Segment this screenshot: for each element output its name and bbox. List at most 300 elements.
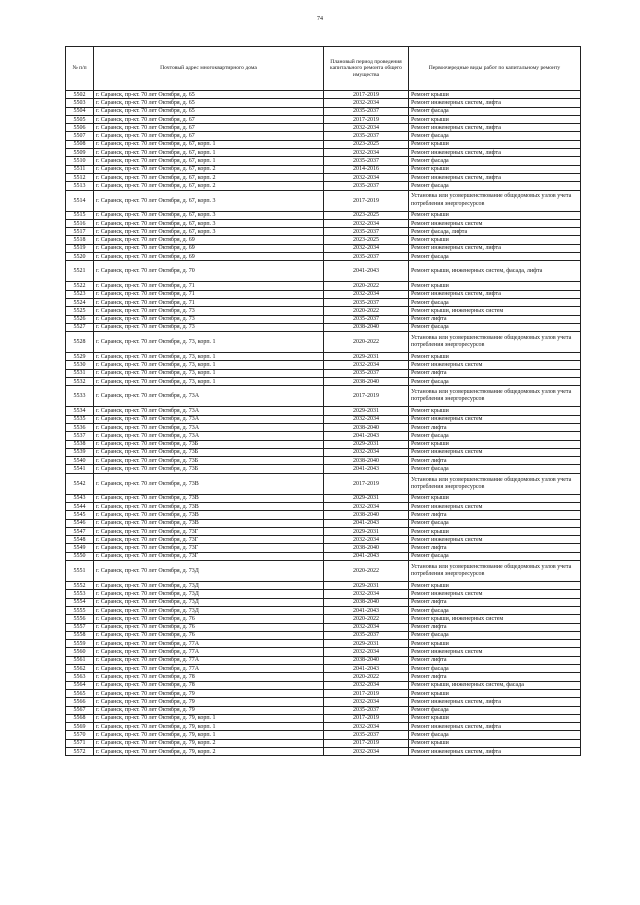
cell-address: г. Саранск, пр-кт. 70 лет Октября, д. 73А xyxy=(94,415,324,423)
cell-number: 5550 xyxy=(66,552,94,560)
cell-period: 2020-2022 xyxy=(324,673,409,681)
table-row xyxy=(66,369,581,377)
cell-period: 2032-2034 xyxy=(324,681,409,689)
cell-address: г. Саранск, пр-кт. 70 лет Октября, д. 73Б xyxy=(94,465,324,473)
table-row xyxy=(66,353,581,361)
cell-period: 2017-2019 xyxy=(324,190,409,211)
cell-period: 2038-2040 xyxy=(324,511,409,519)
cell-number: 5507 xyxy=(66,132,94,140)
cell-works: Ремонт лифта xyxy=(409,673,581,681)
cell-period: 2032-2034 xyxy=(324,748,409,756)
cell-number: 5562 xyxy=(66,665,94,673)
cell-works: Ремонт инженерных систем, лифта xyxy=(409,698,581,706)
cell-period: 2035-2037 xyxy=(324,706,409,714)
cell-period: 2035-2037 xyxy=(324,107,409,115)
cell-period: 2032-2034 xyxy=(324,590,409,598)
cell-address: г. Саранск, пр-кт. 70 лет Октября, д. 73В xyxy=(94,511,324,519)
cell-address: г. Саранск, пр-кт. 70 лет Октября, д. 73В xyxy=(94,494,324,502)
cell-period: 2035-2037 xyxy=(324,228,409,236)
table-row xyxy=(66,282,581,290)
cell-works: Ремонт фасада xyxy=(409,157,581,165)
cell-address: г. Саранск, пр-кт. 70 лет Октября, д. 67, корп. 2 xyxy=(94,182,324,190)
cell-works: Ремонт крыши xyxy=(409,407,581,415)
cell-number: 5506 xyxy=(66,124,94,132)
cell-works: Установка или усовершенствование общедомовых узлов учета потребления энергоресурсов xyxy=(409,190,581,211)
table-row xyxy=(66,615,581,623)
cell-number: 5531 xyxy=(66,369,94,377)
cell-address: г. Саранск, пр-кт. 70 лет Октября, д. 73Б xyxy=(94,457,324,465)
cell-number: 5508 xyxy=(66,140,94,148)
cell-period: 2035-2037 xyxy=(324,631,409,639)
cell-works: Ремонт инженерных систем, лифта xyxy=(409,290,581,298)
cell-works: Ремонт лифта xyxy=(409,457,581,465)
cell-address: г. Саранск, пр-кт. 70 лет Октября, д. 67, корп. 3 xyxy=(94,219,324,227)
cell-number: 5503 xyxy=(66,99,94,107)
cell-works: Ремонт инженерных систем xyxy=(409,415,581,423)
cell-number: 5517 xyxy=(66,228,94,236)
cell-number: 5529 xyxy=(66,353,94,361)
table-row xyxy=(66,378,581,386)
cell-works: Установка или усовершенствование общедомовых узлов учета потребления энергоресурсов xyxy=(409,473,581,494)
cell-works: Ремонт фасада xyxy=(409,107,581,115)
cell-address: г. Саранск, пр-кт. 70 лет Октября, д. 77А xyxy=(94,665,324,673)
cell-address: г. Саранск, пр-кт. 70 лет Октября, д. 67 xyxy=(94,124,324,132)
cell-address: г. Саранск, пр-кт. 70 лет Октября, д. 69 xyxy=(94,253,324,261)
cell-address: г. Саранск, пр-кт. 70 лет Октября, д. 73Г xyxy=(94,552,324,560)
cell-address: г. Саранск, пр-кт. 70 лет Октября, д. 73А xyxy=(94,423,324,431)
cell-number: 5505 xyxy=(66,115,94,123)
cell-number: 5502 xyxy=(66,91,94,99)
cell-address: г. Саранск, пр-кт. 70 лет Октября, д. 73Д xyxy=(94,590,324,598)
cell-address: г. Саранск, пр-кт. 70 лет Октября, д. 71 xyxy=(94,282,324,290)
cell-works: Ремонт крыши xyxy=(409,353,581,361)
cell-address: г. Саранск, пр-кт. 70 лет Октября, д. 73 xyxy=(94,323,324,331)
cell-period: 2020-2022 xyxy=(324,332,409,353)
cell-address: г. Саранск, пр-кт. 70 лет Октября, д. 78 xyxy=(94,681,324,689)
cell-number: 5523 xyxy=(66,290,94,298)
cell-period: 2032-2034 xyxy=(324,648,409,656)
cell-works: Ремонт фасада xyxy=(409,182,581,190)
cell-address: г. Саранск, пр-кт. 70 лет Октября, д. 67 xyxy=(94,132,324,140)
cell-number: 5538 xyxy=(66,440,94,448)
cell-address: г. Саранск, пр-кт. 70 лет Октября, д. 79, корп. 1 xyxy=(94,714,324,722)
cell-period: 2017-2019 xyxy=(324,473,409,494)
cell-works: Ремонт крыши xyxy=(409,91,581,99)
cell-works: Ремонт крыши xyxy=(409,714,581,722)
cell-address: г. Саранск, пр-кт. 70 лет Октября, д. 65 xyxy=(94,99,324,107)
cell-period: 2032-2034 xyxy=(324,448,409,456)
cell-works: Ремонт инженерных систем, лифта xyxy=(409,723,581,731)
cell-number: 5551 xyxy=(66,561,94,582)
cell-works: Ремонт инженерных систем, лифта xyxy=(409,149,581,157)
table-row xyxy=(66,748,581,756)
cell-address: г. Саранск, пр-кт. 70 лет Октября, д. 73 xyxy=(94,307,324,315)
table-row xyxy=(66,132,581,140)
table-row xyxy=(66,731,581,739)
table-row xyxy=(66,149,581,157)
cell-period: 2032-2034 xyxy=(324,723,409,731)
table-row xyxy=(66,423,581,431)
cell-period: 2038-2040 xyxy=(324,423,409,431)
cell-period: 2038-2040 xyxy=(324,378,409,386)
column-header-works: Первоочередные виды работ по капитальному ремонту xyxy=(409,47,581,91)
table-row xyxy=(66,640,581,648)
cell-works: Ремонт инженерных систем xyxy=(409,502,581,510)
table-row xyxy=(66,623,581,631)
cell-period: 2032-2034 xyxy=(324,698,409,706)
cell-works: Ремонт крыши xyxy=(409,739,581,747)
table-row xyxy=(66,519,581,527)
cell-works: Ремонт фасада xyxy=(409,665,581,673)
table-row xyxy=(66,253,581,261)
cell-number: 5521 xyxy=(66,261,94,282)
cell-number: 5518 xyxy=(66,236,94,244)
table-row xyxy=(66,228,581,236)
cell-address: г. Саранск, пр-кт. 70 лет Октября, д. 79 xyxy=(94,698,324,706)
cell-works: Ремонт инженерных систем, лифта xyxy=(409,748,581,756)
table-row xyxy=(66,457,581,465)
cell-works: Ремонт фасада xyxy=(409,606,581,614)
cell-address: г. Саранск, пр-кт. 70 лет Октября, д. 73Д xyxy=(94,606,324,614)
table-row xyxy=(66,648,581,656)
table-row xyxy=(66,606,581,614)
cell-address: г. Саранск, пр-кт. 70 лет Октября, д. 73В xyxy=(94,473,324,494)
cell-number: 5567 xyxy=(66,706,94,714)
table-row xyxy=(66,190,581,211)
cell-works: Ремонт крыши xyxy=(409,582,581,590)
cell-works: Ремонт крыши xyxy=(409,115,581,123)
cell-works: Ремонт крыши xyxy=(409,689,581,697)
cell-number: 5534 xyxy=(66,407,94,415)
table-row xyxy=(66,290,581,298)
cell-period: 2020-2022 xyxy=(324,615,409,623)
cell-address: г. Саранск, пр-кт. 70 лет Октября, д. 71 xyxy=(94,290,324,298)
cell-address: г. Саранск, пр-кт. 70 лет Октября, д. 73, корп. 1 xyxy=(94,378,324,386)
table-row xyxy=(66,91,581,99)
cell-period: 2032-2034 xyxy=(324,623,409,631)
cell-works: Ремонт инженерных систем, лифта xyxy=(409,124,581,132)
table-row xyxy=(66,407,581,415)
table-row xyxy=(66,689,581,697)
table-row xyxy=(66,448,581,456)
cell-works: Ремонт инженерных систем xyxy=(409,648,581,656)
cell-period: 2041-2043 xyxy=(324,665,409,673)
cell-address: г. Саранск, пр-кт. 70 лет Октября, д. 73, корп. 1 xyxy=(94,361,324,369)
cell-period: 2029-2031 xyxy=(324,353,409,361)
cell-number: 5526 xyxy=(66,315,94,323)
cell-works: Ремонт крыши, инженерных систем xyxy=(409,307,581,315)
table-row xyxy=(66,723,581,731)
cell-period: 2017-2019 xyxy=(324,91,409,99)
cell-address: г. Саранск, пр-кт. 70 лет Октября, д. 67, корп. 3 xyxy=(94,228,324,236)
cell-works: Ремонт лифта xyxy=(409,369,581,377)
cell-number: 5558 xyxy=(66,631,94,639)
cell-address: г. Саранск, пр-кт. 70 лет Октября, д. 79, корп. 1 xyxy=(94,731,324,739)
cell-works: Ремонт лифта xyxy=(409,315,581,323)
cell-works: Ремонт фасада xyxy=(409,253,581,261)
cell-period: 2032-2034 xyxy=(324,219,409,227)
cell-period: 2041-2043 xyxy=(324,261,409,282)
cell-number: 5537 xyxy=(66,432,94,440)
cell-works: Установка или усовершенствование общедомовых узлов учета потребления энергоресурсов xyxy=(409,332,581,353)
table-row xyxy=(66,386,581,407)
cell-period: 2017-2019 xyxy=(324,386,409,407)
table-row xyxy=(66,219,581,227)
cell-period: 2032-2034 xyxy=(324,415,409,423)
cell-period: 2035-2037 xyxy=(324,132,409,140)
cell-works: Ремонт инженерных систем xyxy=(409,536,581,544)
cell-period: 2032-2034 xyxy=(324,244,409,252)
cell-address: г. Саранск, пр-кт. 70 лет Октября, д. 70 xyxy=(94,261,324,282)
table-row xyxy=(66,261,581,282)
cell-number: 5510 xyxy=(66,157,94,165)
cell-works: Установка или усовершенствование общедомовых узлов учета потребления энергоресурсов xyxy=(409,386,581,407)
cell-address: г. Саранск, пр-кт. 70 лет Октября, д. 73, корп. 1 xyxy=(94,353,324,361)
table-row xyxy=(66,473,581,494)
cell-period: 2029-2031 xyxy=(324,527,409,535)
cell-period: 2032-2034 xyxy=(324,290,409,298)
cell-works: Ремонт фасада xyxy=(409,552,581,560)
cell-number: 5540 xyxy=(66,457,94,465)
cell-period: 2032-2034 xyxy=(324,536,409,544)
cell-address: г. Саранск, пр-кт. 70 лет Октября, д. 69 xyxy=(94,244,324,252)
cell-works: Ремонт крыши xyxy=(409,527,581,535)
table-row xyxy=(66,465,581,473)
cell-address: г. Саранск, пр-кт. 70 лет Октября, д. 79, корп. 2 xyxy=(94,739,324,747)
header-row xyxy=(66,47,581,91)
table-row xyxy=(66,590,581,598)
table-row xyxy=(66,582,581,590)
cell-period: 2041-2043 xyxy=(324,432,409,440)
cell-number: 5545 xyxy=(66,511,94,519)
cell-period: 2035-2037 xyxy=(324,369,409,377)
column-header-number: № п/п xyxy=(66,47,94,91)
table-row xyxy=(66,298,581,306)
cell-period: 2038-2040 xyxy=(324,598,409,606)
cell-address: г. Саранск, пр-кт. 70 лет Октября, д. 67, корп. 1 xyxy=(94,140,324,148)
table-header xyxy=(66,47,581,91)
cell-address: г. Саранск, пр-кт. 70 лет Октября, д. 67, корп. 2 xyxy=(94,165,324,173)
cell-address: г. Саранск, пр-кт. 70 лет Октября, д. 73Б xyxy=(94,440,324,448)
cell-works: Ремонт фасада xyxy=(409,323,581,331)
cell-period: 2017-2019 xyxy=(324,115,409,123)
table-row xyxy=(66,107,581,115)
cell-number: 5560 xyxy=(66,648,94,656)
cell-address: г. Саранск, пр-кт. 70 лет Октября, д. 73Д xyxy=(94,598,324,606)
cell-period: 2023-2025 xyxy=(324,236,409,244)
cell-number: 5527 xyxy=(66,323,94,331)
table-row xyxy=(66,552,581,560)
table-row xyxy=(66,236,581,244)
table-row xyxy=(66,656,581,664)
cell-number: 5554 xyxy=(66,598,94,606)
cell-works: Ремонт фасада xyxy=(409,378,581,386)
cell-number: 5546 xyxy=(66,519,94,527)
cell-number: 5533 xyxy=(66,386,94,407)
cell-period: 2035-2037 xyxy=(324,315,409,323)
cell-works: Ремонт инженерных систем xyxy=(409,361,581,369)
cell-number: 5509 xyxy=(66,149,94,157)
cell-works: Ремонт инженерных систем xyxy=(409,219,581,227)
cell-address: г. Саранск, пр-кт. 70 лет Октября, д. 76 xyxy=(94,623,324,631)
cell-number: 5536 xyxy=(66,423,94,431)
table-row xyxy=(66,631,581,639)
table-row xyxy=(66,115,581,123)
cell-period: 2029-2031 xyxy=(324,582,409,590)
table-row xyxy=(66,706,581,714)
cell-period: 2032-2034 xyxy=(324,99,409,107)
cell-number: 5512 xyxy=(66,173,94,181)
cell-works: Ремонт инженерных систем xyxy=(409,590,581,598)
cell-period: 2029-2031 xyxy=(324,440,409,448)
cell-works: Ремонт лифта xyxy=(409,656,581,664)
table-body xyxy=(66,91,581,756)
cell-number: 5570 xyxy=(66,731,94,739)
cell-works: Ремонт крыши, инженерных систем xyxy=(409,615,581,623)
cell-number: 5504 xyxy=(66,107,94,115)
cell-period: 2020-2022 xyxy=(324,307,409,315)
cell-period: 2035-2037 xyxy=(324,298,409,306)
cell-address: г. Саранск, пр-кт. 70 лет Октября, д. 77А xyxy=(94,640,324,648)
table-row xyxy=(66,544,581,552)
page-number: 74 xyxy=(317,16,323,22)
table-row xyxy=(66,681,581,689)
cell-works: Ремонт фасада xyxy=(409,298,581,306)
cell-number: 5516 xyxy=(66,219,94,227)
cell-works: Ремонт фасада xyxy=(409,132,581,140)
table-row xyxy=(66,527,581,535)
cell-works: Ремонт лифта xyxy=(409,423,581,431)
table-row xyxy=(66,511,581,519)
cell-number: 5514 xyxy=(66,190,94,211)
cell-period: 2020-2022 xyxy=(324,282,409,290)
table-row xyxy=(66,673,581,681)
table-row xyxy=(66,140,581,148)
capital-repair-table xyxy=(65,46,581,756)
cell-works: Ремонт фасада xyxy=(409,519,581,527)
table-row xyxy=(66,307,581,315)
cell-address: г. Саранск, пр-кт. 70 лет Октября, д. 79 xyxy=(94,706,324,714)
cell-period: 2041-2043 xyxy=(324,552,409,560)
cell-works: Ремонт крыши, инженерных систем, фасада xyxy=(409,681,581,689)
cell-address: г. Саранск, пр-кт. 70 лет Октября, д. 73 xyxy=(94,315,324,323)
table-row xyxy=(66,315,581,323)
cell-number: 5511 xyxy=(66,165,94,173)
cell-works: Ремонт фасада xyxy=(409,731,581,739)
cell-period: 2041-2043 xyxy=(324,606,409,614)
table-row xyxy=(66,332,581,353)
cell-number: 5569 xyxy=(66,723,94,731)
cell-period: 2017-2019 xyxy=(324,714,409,722)
cell-period: 2023-2025 xyxy=(324,140,409,148)
table-row xyxy=(66,361,581,369)
cell-period: 2038-2040 xyxy=(324,457,409,465)
cell-address: г. Саранск, пр-кт. 70 лет Октября, д. 77А xyxy=(94,648,324,656)
cell-works: Ремонт лифта xyxy=(409,511,581,519)
cell-number: 5530 xyxy=(66,361,94,369)
cell-period: 2032-2034 xyxy=(324,173,409,181)
table-row xyxy=(66,323,581,331)
cell-number: 5556 xyxy=(66,615,94,623)
cell-works: Ремонт фасада xyxy=(409,465,581,473)
cell-address: г. Саранск, пр-кт. 70 лет Октября, д. 71 xyxy=(94,298,324,306)
cell-address: г. Саранск, пр-кт. 70 лет Октября, д. 73Б xyxy=(94,448,324,456)
cell-period: 2017-2019 xyxy=(324,739,409,747)
cell-address: г. Саранск, пр-кт. 70 лет Октября, д. 73, корп. 1 xyxy=(94,369,324,377)
cell-number: 5563 xyxy=(66,673,94,681)
cell-number: 5513 xyxy=(66,182,94,190)
cell-address: г. Саранск, пр-кт. 70 лет Октября, д. 67, корп. 1 xyxy=(94,149,324,157)
cell-period: 2032-2034 xyxy=(324,124,409,132)
cell-works: Ремонт фасада, лифта xyxy=(409,228,581,236)
cell-works: Ремонт инженерных систем, лифта xyxy=(409,244,581,252)
cell-address: г. Саранск, пр-кт. 70 лет Октября, д. 67 xyxy=(94,115,324,123)
cell-number: 5548 xyxy=(66,536,94,544)
table-row xyxy=(66,99,581,107)
cell-number: 5552 xyxy=(66,582,94,590)
table-row xyxy=(66,415,581,423)
cell-period: 2038-2040 xyxy=(324,323,409,331)
cell-number: 5553 xyxy=(66,590,94,598)
cell-address: г. Саранск, пр-кт. 70 лет Октября, д. 67, корп. 1 xyxy=(94,157,324,165)
cell-address: г. Саранск, пр-кт. 70 лет Октября, д. 65 xyxy=(94,107,324,115)
cell-period: 2035-2037 xyxy=(324,182,409,190)
cell-number: 5547 xyxy=(66,527,94,535)
table-row xyxy=(66,502,581,510)
table-row xyxy=(66,698,581,706)
cell-period: 2029-2031 xyxy=(324,640,409,648)
cell-number: 5572 xyxy=(66,748,94,756)
cell-address: г. Саранск, пр-кт. 70 лет Октября, д. 65 xyxy=(94,91,324,99)
cell-number: 5568 xyxy=(66,714,94,722)
cell-address: г. Саранск, пр-кт. 70 лет Октября, д. 73А xyxy=(94,386,324,407)
table-row xyxy=(66,561,581,582)
cell-period: 2035-2037 xyxy=(324,731,409,739)
cell-address: г. Саранск, пр-кт. 70 лет Октября, д. 77А xyxy=(94,656,324,664)
cell-works: Ремонт фасада xyxy=(409,706,581,714)
cell-address: г. Саранск, пр-кт. 70 лет Октября, д. 73Г xyxy=(94,527,324,535)
cell-address: г. Саранск, пр-кт. 70 лет Октября, д. 67, корп. 3 xyxy=(94,211,324,219)
cell-period: 2035-2037 xyxy=(324,157,409,165)
cell-works: Ремонт фасада xyxy=(409,432,581,440)
cell-works: Ремонт крыши xyxy=(409,211,581,219)
table-row xyxy=(66,714,581,722)
cell-number: 5525 xyxy=(66,307,94,315)
cell-address: г. Саранск, пр-кт. 70 лет Октября, д. 76 xyxy=(94,631,324,639)
cell-address: г. Саранск, пр-кт. 70 лет Октября, д. 79, корп. 1 xyxy=(94,723,324,731)
table-row xyxy=(66,244,581,252)
cell-period: 2029-2031 xyxy=(324,407,409,415)
cell-number: 5565 xyxy=(66,689,94,697)
cell-number: 5561 xyxy=(66,656,94,664)
cell-works: Ремонт инженерных систем xyxy=(409,448,581,456)
cell-works: Ремонт лифта xyxy=(409,598,581,606)
column-header-period: Плановый период проведения капитального ремонта общего имущества xyxy=(324,47,409,91)
cell-works: Ремонт крыши, инженерных систем, фасада, лифта xyxy=(409,261,581,282)
cell-period: 2023-2025 xyxy=(324,211,409,219)
table-row xyxy=(66,432,581,440)
cell-works: Ремонт крыши xyxy=(409,165,581,173)
cell-number: 5524 xyxy=(66,298,94,306)
cell-period: 2038-2040 xyxy=(324,656,409,664)
column-header-address: Почтовый адрес многоквартирного дома xyxy=(94,47,324,91)
cell-address: г. Саранск, пр-кт. 70 лет Октября, д. 73А xyxy=(94,432,324,440)
cell-number: 5549 xyxy=(66,544,94,552)
cell-period: 2014-2016 xyxy=(324,165,409,173)
cell-address: г. Саранск, пр-кт. 70 лет Октября, д. 73Г xyxy=(94,544,324,552)
cell-address: г. Саранск, пр-кт. 70 лет Октября, д. 73А xyxy=(94,407,324,415)
cell-address: г. Саранск, пр-кт. 70 лет Октября, д. 79, корп. 2 xyxy=(94,748,324,756)
